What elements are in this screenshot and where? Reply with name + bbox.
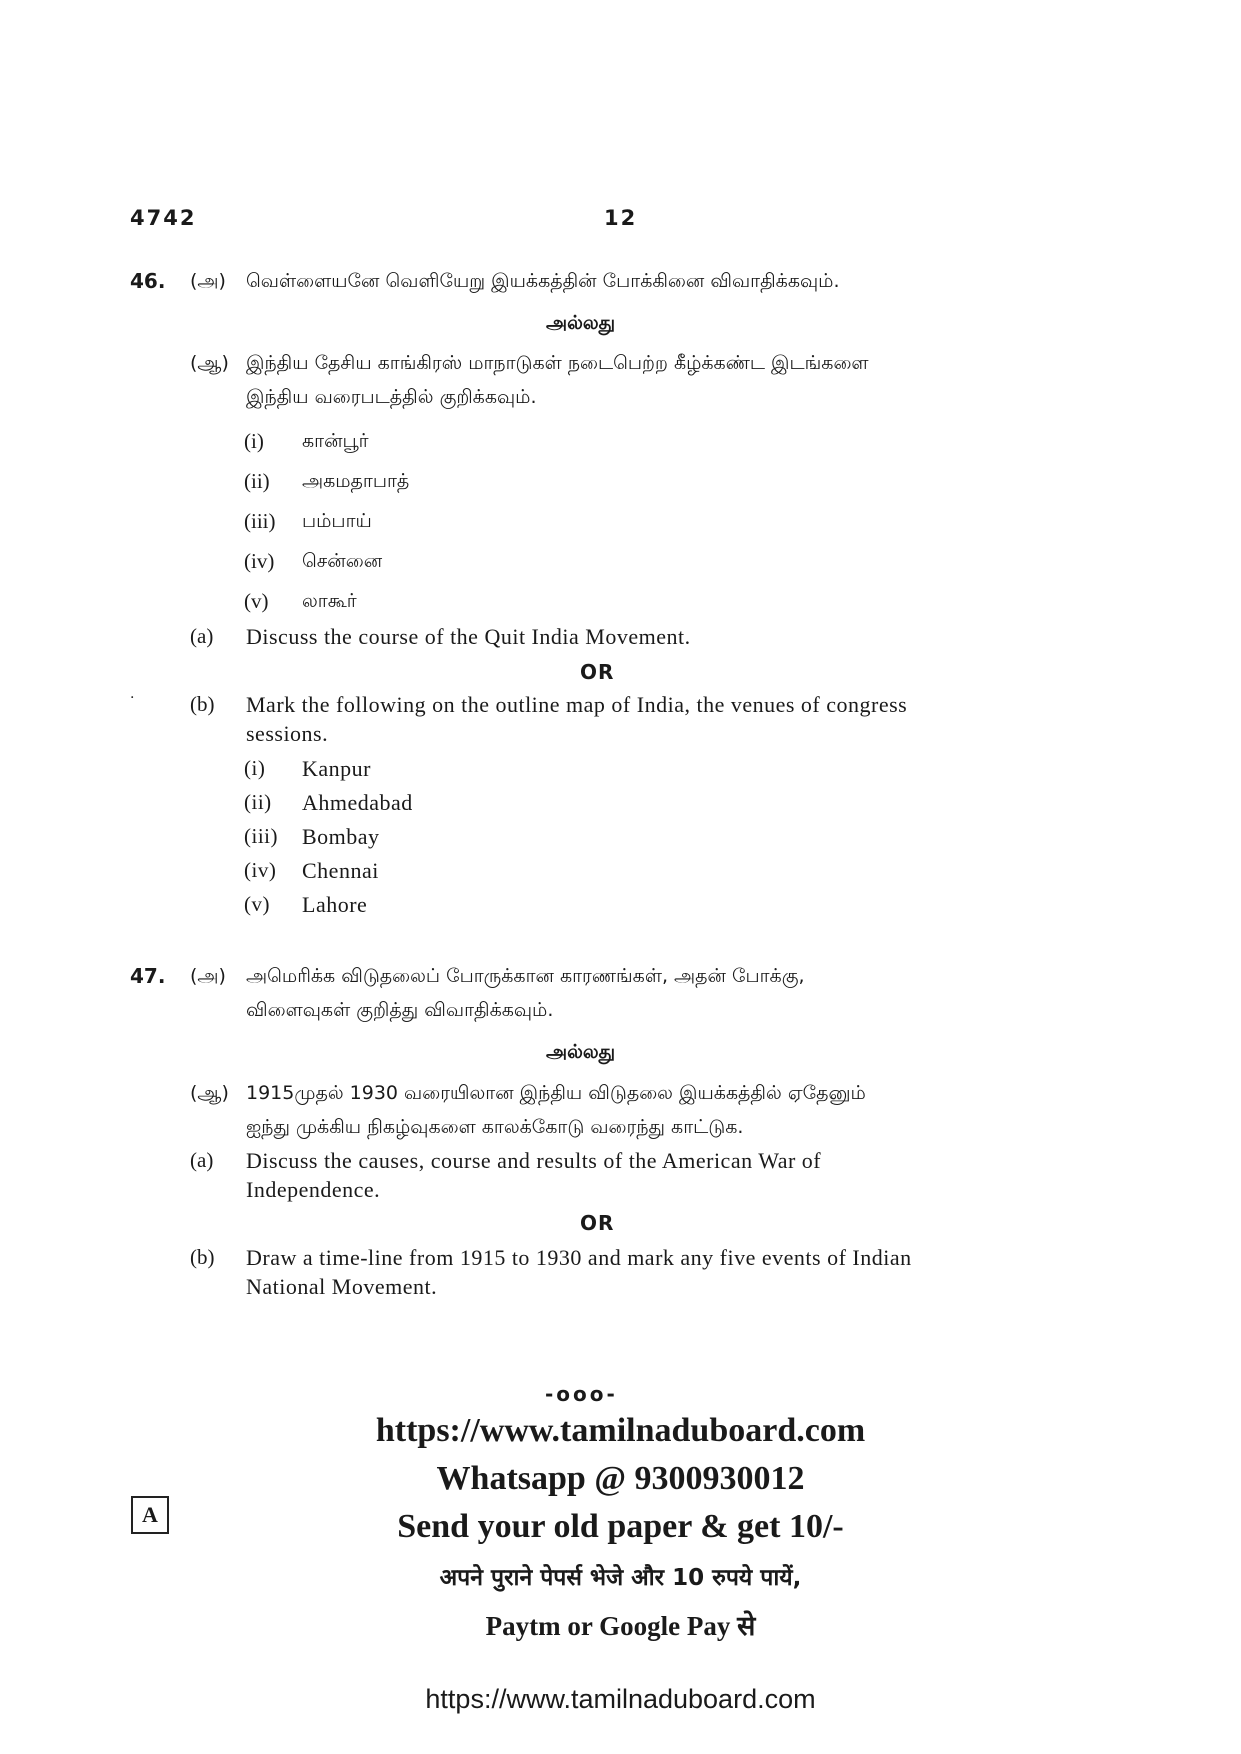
option-label: (அ) [190,270,226,292]
roman-numeral: (iii) [244,824,278,848]
list-item [244,822,944,852]
stray-dot: · [130,690,135,706]
list-item [244,856,944,886]
roman-numeral: (v) [244,589,269,613]
roman-numeral: (v) [244,892,270,916]
question-text-tamil: இந்திய வரைபடத்தில் குறிக்கவும். [246,386,537,408]
item-text: லாகூர் [302,590,357,612]
question-text-english: Independence. [246,1177,381,1202]
question-text-tamil: ஐந்து முக்கிய நிகழ்வுகளை காலக்கோடு வரைந்து காட்டுக. [246,1116,744,1138]
option-label: (b) [190,692,215,716]
option-label: (a) [190,624,214,648]
option-label: (ஆ) [190,352,229,374]
question-text-english: National Movement. [246,1274,438,1299]
question-number: 46. [130,269,166,293]
question-text-tamil: விளைவுகள் குறித்து விவாதிக்கவும். [246,999,554,1021]
list-item [244,754,944,784]
item-text: Bombay [302,824,380,849]
paper-code: 4742 [130,206,197,230]
item-text: கான்பூர் [302,430,369,452]
promo-hindi: अपने पुराने पेपर्स भेजे और 10 रुपये पायें, [439,1565,802,1591]
question-text-english: Discuss the course of the Quit India Movement. [246,624,691,649]
item-text: Kanpur [302,756,371,781]
list-item [244,464,944,494]
roman-numeral: (iv) [244,858,277,882]
question-text-tamil: 1915முதல் 1930 வரையிலான இந்திய விடுதலை இயக்கத்தில் ஏதேனும் [246,1082,866,1104]
item-text: Lahore [302,892,368,917]
question-number: 47. [130,964,166,988]
question-text-tamil: அமெரிக்க விடுதலைப் போருக்கான காரணங்கள், அதன் போக்கு, [246,965,805,987]
list-item [244,424,944,454]
roman-numeral: (iii) [244,509,276,533]
list-item [244,584,944,614]
or-separator-tamil: அல்லது [546,312,616,334]
promo-url[interactable]: https://www.tamilnaduboard.com [375,1412,866,1449]
question-text-english: Mark the following on the outline map of India, the venues of congress [246,692,908,717]
question-set-box: A [131,1496,169,1534]
or-separator-tamil: அல்லது [546,1041,616,1063]
end-mark: -ooo- [545,1382,618,1406]
option-label: (ஆ) [190,1082,229,1104]
roman-numeral: (i) [244,756,266,780]
question-text-english: sessions. [246,721,329,746]
option-label: (b) [190,1245,215,1269]
promo-payment: Paytm or Google Pay से [485,1611,756,1641]
item-text: Ahmedabad [302,790,413,815]
or-separator: OR [580,660,615,684]
list-item [244,788,944,818]
roman-numeral: (ii) [244,790,272,814]
question-text-english: Discuss the causes, course and results of the American War of [246,1148,822,1173]
item-text: சென்னை [302,550,383,572]
option-label: (அ) [190,965,226,987]
option-label: (a) [190,1148,214,1172]
roman-numeral: (i) [244,429,264,453]
item-text: அகமதாபாத் [302,470,410,492]
item-text: பம்பாய் [302,510,372,532]
footer-url[interactable]: https://www.tamilnaduboard.com [425,1684,816,1714]
roman-numeral: (iv) [244,549,275,573]
list-item [244,890,944,920]
list-item [244,504,944,534]
list-item [244,544,944,574]
roman-numeral: (ii) [244,469,270,493]
page-number: 12 [604,206,638,230]
or-separator: OR [580,1211,615,1235]
question-text-tamil: இந்திய தேசிய காங்கிரஸ் மாநாடுகள் நடைபெற்ற கீழ்க்கண்ட இடங்களை [246,352,869,374]
item-text: Chennai [302,858,379,883]
question-text-english: Draw a time-line from 1915 to 1930 and mark any five events of Indian [246,1245,912,1270]
question-text-tamil: வெள்ளையனே வெளியேறு இயக்கத்தின் போக்கினை விவாதிக்கவும். [246,270,840,292]
promo-send-paper: Send your old paper & get 10/- [397,1508,844,1545]
promo-whatsapp: Whatsapp @ 9300930012 [436,1460,805,1497]
